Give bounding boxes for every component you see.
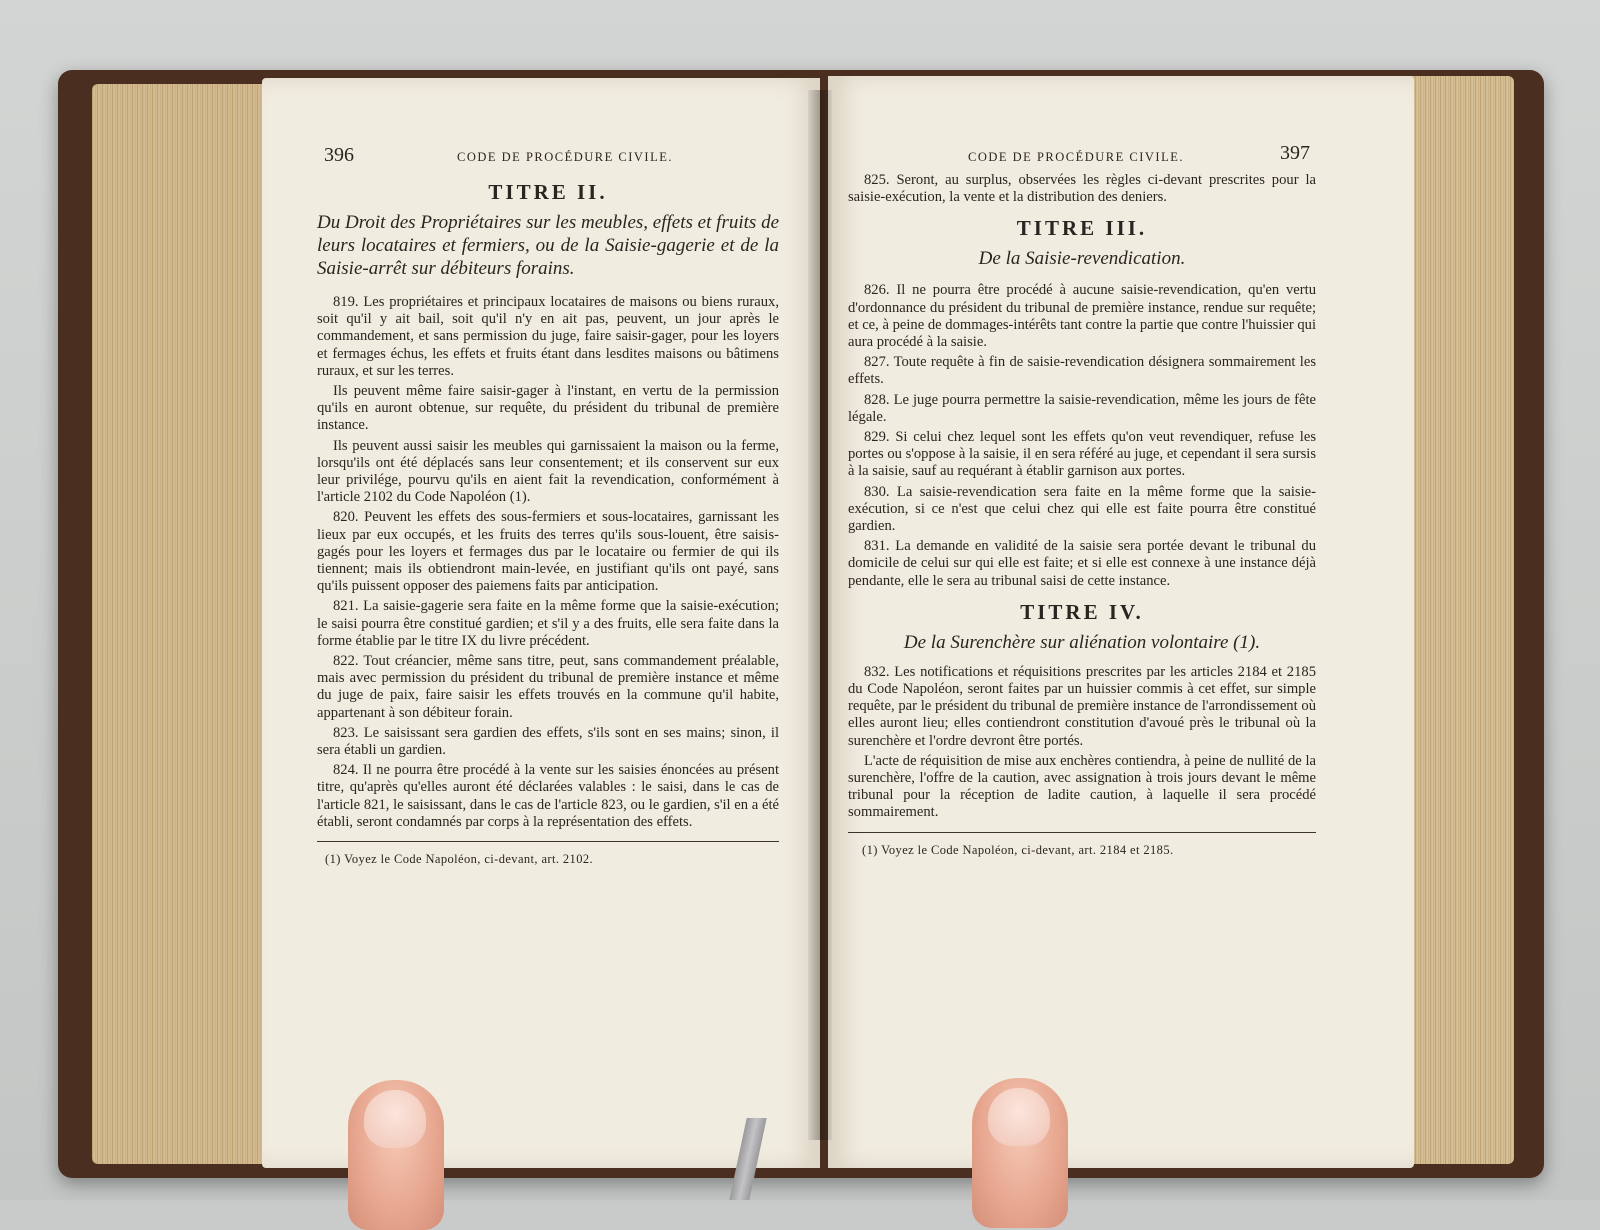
thumbnail: [364, 1090, 426, 1148]
paragraph: Ils peuvent aussi saisir les meubles qui garnissaient la maison ou la ferme, lorsqu'ils ont été déplacés sans leur consentement; et ils conservent sur eux leur privilége, pourvu qu'ils en aient fait la revendication, conformément à l'article 2102 du Code Napoléon (1).: [317, 437, 779, 506]
paragraph: 828. Le juge pourra permettre la saisie-revendication, même les jours de fête légale.: [848, 391, 1316, 425]
right-content: [848, 172, 1316, 858]
paragraph: 832. Les notifications et réquisitions prescrites par les articles 2184 et 2185 du Code Napoléon, seront faites par un huissier commis à cet effet, sur simple requête, par le président du tribunal de première instance de l'arrondissement où elles auront lieu; elles contiendront constitution d'avoué près le tribunal où la surenchère et l'ordre devront être portés.: [848, 663, 1316, 749]
titre-heading: TITRE IV.: [1020, 599, 1144, 624]
titre-heading: TITRE III.: [1016, 216, 1148, 241]
running-head: CODE DE PROCÉDURE CIVILE.: [968, 150, 1184, 164]
titre-subtitle: De la Surenchère sur aliénation volontaire (1).: [903, 631, 1261, 653]
titre-heading: TITRE II.: [488, 180, 608, 204]
left-page: [262, 78, 820, 1168]
paragraph: 825. Seront, au surplus, observées les règles ci-devant prescrites pour la saisie-exécution, la vente et la distribution des deniers.: [848, 172, 1316, 206]
paragraph: Ils peuvent même faire saisir-gager à l'instant, en vertu de la permission qu'ils en auront obtenue, sur requête, du président du tribunal de première instance.: [317, 383, 779, 434]
right-page: [828, 76, 1414, 1168]
article-text: [848, 282, 1316, 589]
paragraph: 830. La saisie-revendication sera faite en la même forme que la saisie-exécution, si ce n'est que celui chez qui elle est faite pourra être constitué gardien.: [848, 483, 1316, 535]
article-text: [848, 172, 1316, 206]
left-thumb: [348, 1080, 444, 1230]
titre-subtitle: Du Droit des Propriétaires sur les meubles, effets et fruits de leurs locataires et fermiers, ou de la Saisie-gagerie et de la Saisie-arrêt sur débiteurs forains.: [317, 212, 779, 279]
paragraph: 823. Le saisissant sera gardien des effets, s'ils sont en ses mains; sinon, il sera établi un gardien.: [317, 724, 779, 759]
left-content: [317, 180, 779, 867]
running-head: CODE DE PROCÉDURE CIVILE.: [457, 150, 673, 164]
paragraph: 822. Tout créancier, même sans titre, peut, sans commandement préalable, mais avec permission du président du tribunal de première instance et même du juge de paix, faire saisir les effets trouvés en la commune qu'il habite, appartenant à son débiteur forain.: [317, 653, 779, 721]
page-number: 397: [1280, 142, 1310, 164]
article-text: [317, 294, 779, 831]
right-thumb: [972, 1078, 1068, 1228]
article-text: [848, 664, 1316, 822]
paragraph: 831. La demande en validité de la saisie sera portée devant le tribunal du domicile de celui sur qui elle est faite; et si elle est connexe à une instance déjà pendante, elle le sera au tribunal saisi de cette instance.: [848, 538, 1316, 589]
footnote-rule: [848, 832, 1316, 833]
paragraph: 827. Toute requête à fin de saisie-revendication désignera sommairement les effets.: [848, 354, 1316, 388]
titre-subtitle: De la Saisie-revendication.: [978, 248, 1186, 270]
footnote: (1) Voyez le Code Napoléon, ci-devant, art. 2102.: [325, 852, 594, 867]
left-page-edges: [92, 84, 264, 1164]
right-page-edges: [1410, 76, 1514, 1164]
paragraph: 819. Les propriétaires et principaux locataires de maisons ou biens ruraux, soit qu'il y ait bail, soit qu'il n'y en ait pas, peuvent, un jour après le commandement, et sans permission du juge, faire saisir-gager, pour les loyers et fermages échus, les effets et fruits étant dans lesdites maisons ou bâtimens ruraux, et sur les terres.: [317, 294, 779, 379]
thumbnail: [988, 1088, 1050, 1146]
paragraph: L'acte de réquisition de mise aux enchères contiendra, à peine de nullité de la surenchère, l'offre de la caution, avec assignation à trois jours devant le même tribunal pour la réception de ladite caution, à laquelle il sera procédé sommairement.: [848, 752, 1316, 821]
spine-gutter: [808, 90, 832, 1140]
footnote-rule: [317, 841, 779, 842]
paragraph: 829. Si celui chez lequel sont les effets qu'on veut revendiquer, refuse les portes ou s'oppose à la saisie, il en sera référé au juge, et cependant il sera sursis à la saisie, sauf au requérant à établir garnison aux portes.: [848, 429, 1316, 480]
footnote: (1) Voyez le Code Napoléon, ci-devant, art. 2184 et 2185.: [862, 842, 1174, 857]
paragraph: 826. Il ne pourra être procédé à aucune saisie-revendication, qu'en vertu d'ordonnance du président du tribunal de première instance, rendue sur requête; et ce, à peine de dommages-intérêts tant contre la partie que contre l'huissier qui aura procédé à la saisie.: [848, 282, 1316, 351]
paragraph: 820. Peuvent les effets des sous-fermiers et sous-locataires, garnissant les lieux par eux occupés, et les fruits des terres qu'ils sous-louent, être saisis-gagés pour les loyers et fermages dus par le locataire ou fermier de qui ils tiennent; mais ils obtiendront main-levée, en justifiant qu'ils ont payé, sans qu'ils puissent opposer des paiemens faits par anticipation.: [317, 509, 779, 595]
paragraph: 821. La saisie-gagerie sera faite en la même forme que la saisie-exécution; le saisi pourra être constitué gardien; et s'il y a des fruits, elle sera faite dans la forme établie par le titre IX du livre précédent.: [317, 598, 779, 649]
page-number: 396: [324, 144, 354, 166]
paragraph: 824. Il ne pourra être procédé à la vente sur les saisies énoncées au présent titre, qu'après qu'elles auront été déclarées valables : le saisi, dans le cas de l'article 821, le saisissant, dans le cas de l'article 823, ou le gardien, s'il en a été établi, seront condamnés par corps à la représentation des effets.: [317, 762, 779, 830]
